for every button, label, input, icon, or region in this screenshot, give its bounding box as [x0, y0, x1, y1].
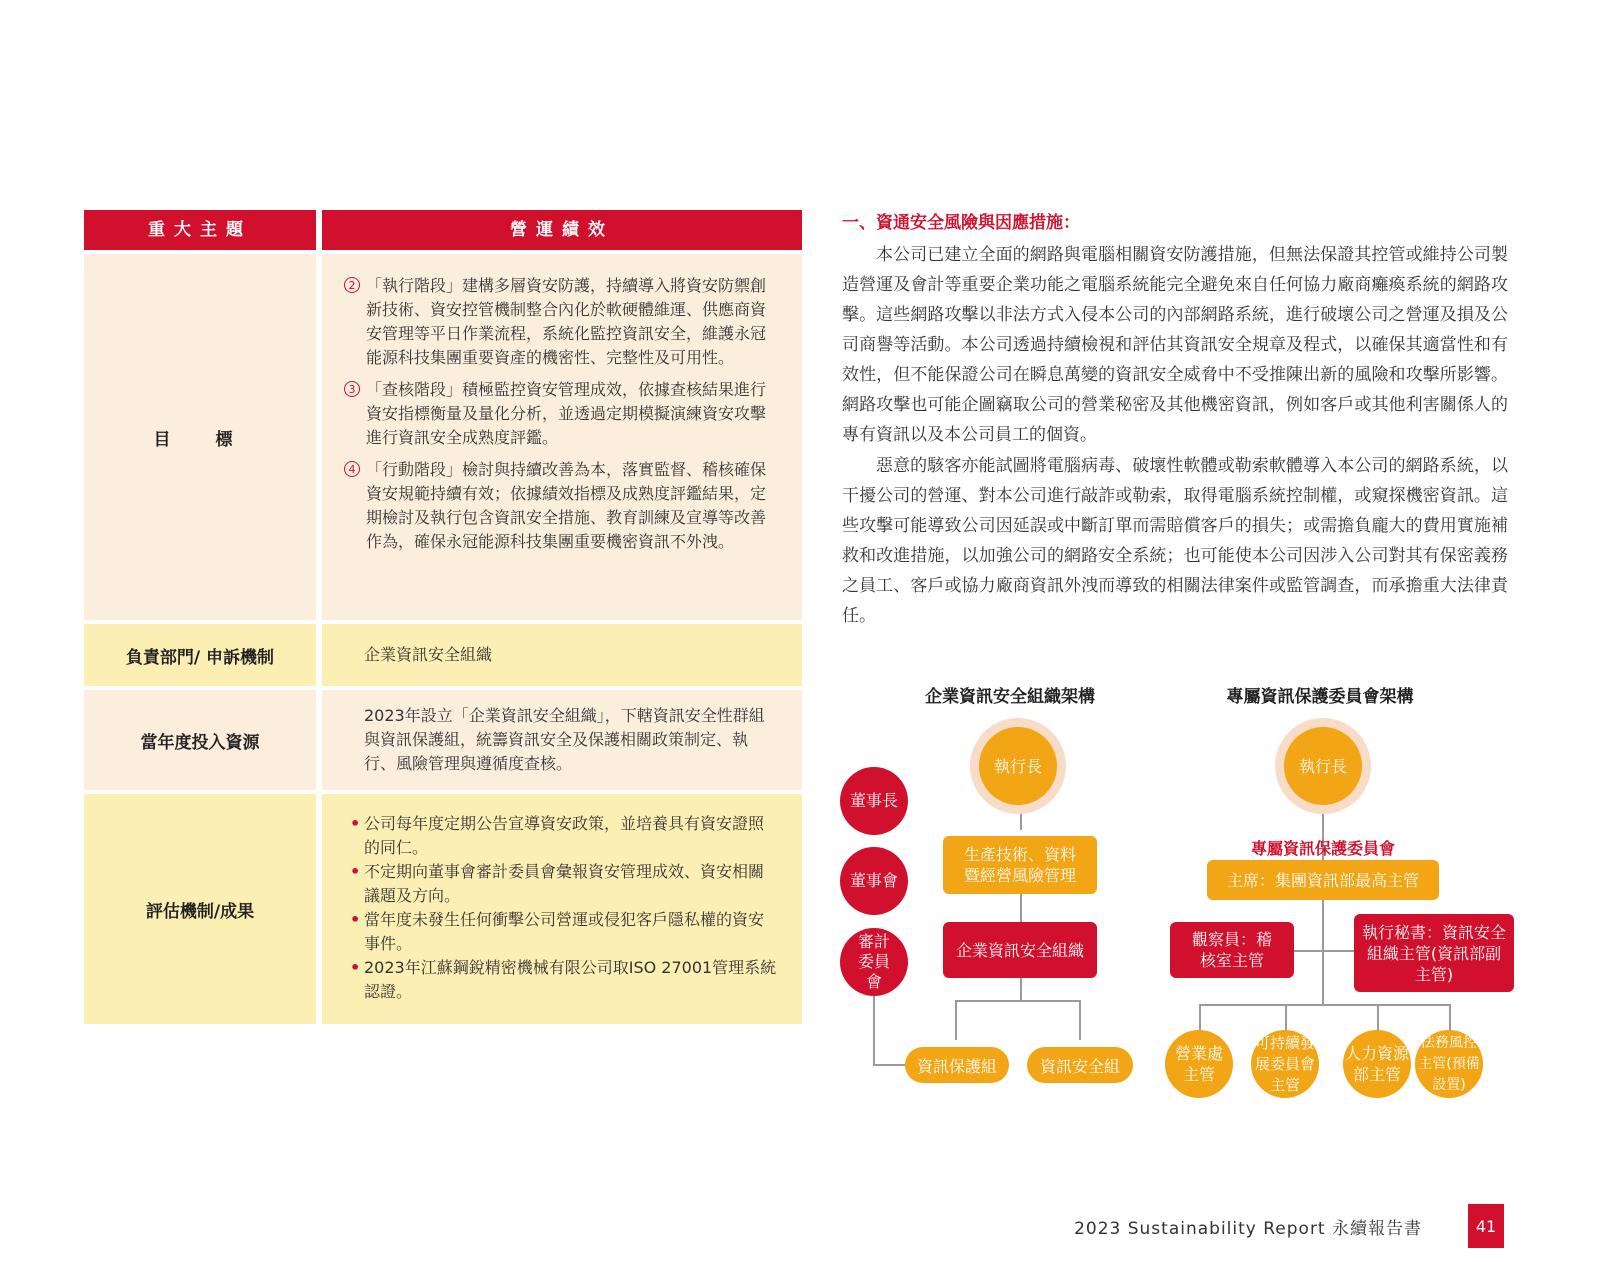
dept-text: 企業資訊安全組織: [364, 645, 493, 664]
audit-committee-node: 審計委員會: [840, 928, 908, 996]
bullet-text: 公司每年度定期公告宣導資安政策，並培養具有資安證照的同仁。: [364, 814, 765, 857]
chairman-node: 董事長: [840, 767, 908, 835]
org2-title: 專屬資訊保護委員會架構: [1226, 687, 1414, 707]
board-node: 董事會: [840, 847, 908, 915]
stage-text: 「查核階段」積極監控資安管理成效，依據查核結果進行資安指標衡量及量化分析，並透過定期模擬演練資安攻擊進行資訊安全成熟度評鑑。: [366, 380, 767, 447]
stage-number: 4: [344, 461, 360, 477]
stage-text: 「行動階段」檢討與持續改善為本，落實監督、稽核確保資安規範持續有效；依據績效指標及成熟度評鑑結果，定期檢討及執行包含資訊安全措施、教育訓練及宣導等改善作為，確保永冠能源科技集團重要機密資訊不外洩。: [366, 460, 767, 551]
connector: [955, 1000, 1081, 1002]
connector: [873, 990, 875, 1066]
table-header-topic: 重大主題: [84, 210, 316, 250]
section-title: 一、資通安全風險與因應措施：: [842, 213, 1080, 233]
row-label-dept: 負責部門/ 申訴機制: [84, 624, 316, 686]
row-content-resource: [322, 690, 802, 790]
paragraph-2: 惡意的駭客亦能試圖將電腦病毒、破壞性軟體或勒索軟體導入本公司的網路系統，以干擾公司的營運、對本公司進行敲詐或勒索，取得電腦系統控制權，或窺探機密資訊。這些攻擊可能導致公司因延誤或中斷訂單而需賠償客戶的損失；或需擔負龐大的費用實施補救和改進措施，以加強公司的網路安全系統；也可能使本公司因涉入公司對其有保密義務之員工、客戶或協力廠商資訊外洩而導致的相關法律案件或監管調查，而承擔重大法律責任。: [842, 456, 1508, 626]
mgmt-node: 生產技術、資料暨經營風險管理: [943, 836, 1097, 894]
footer-report-title: 2023 Sustainability Report 永續報告書: [1074, 1219, 1422, 1239]
connector: [1020, 894, 1022, 922]
info-security-group-node: 資訊安全組: [1027, 1047, 1133, 1083]
org1-title: 企業資訊安全組織架構: [925, 687, 1095, 707]
row-content-goal: [322, 254, 802, 620]
page-number: 41: [1468, 1204, 1504, 1248]
connector: [955, 1000, 957, 1040]
stage-number: 2: [344, 277, 360, 293]
bullet-text: 2023年江蘇鋼銳精密機械有限公司取ISO 27001管理系統認證。: [364, 958, 777, 1001]
list-item: • 不定期向董事會審計委員會彙報資安管理成效、資安相關議題及方向。: [350, 862, 765, 905]
connector: [1020, 978, 1022, 1000]
stage-item: [344, 378, 776, 450]
committee-label: 專屬資訊保護委員會: [1250, 839, 1395, 858]
connector: [1322, 900, 1324, 1006]
connector: [1294, 950, 1354, 952]
member-node-legal: 法務風控主管(預備設置): [1415, 1030, 1483, 1098]
stage-item: [344, 274, 776, 370]
org2-ceo-node: 執行長: [1284, 727, 1362, 805]
member-node-sustainability: 可持續發展委員會主管: [1251, 1030, 1319, 1098]
bullet-text: 不定期向董事會審計委員會彙報資安管理成效、資安相關議題及方向。: [364, 862, 765, 905]
connector: [1199, 1004, 1451, 1006]
member-node-hr: 人力資源部主管: [1343, 1030, 1411, 1098]
secretary-node: 執行秘書：資訊安全組織主管(資訊部副主管): [1354, 914, 1514, 992]
list-item: • 2023年江蘇鋼銳精密機械有限公司取ISO 27001管理系統認證。: [350, 958, 777, 1001]
row-content-dept: [322, 624, 802, 686]
observer-node: 觀察員：稽核室主管: [1170, 922, 1294, 978]
chair-node: 主席：集團資訊部最高主管: [1207, 860, 1439, 900]
row-label-resource: 當年度投入資源: [84, 690, 316, 790]
row-label-goal: 目 標: [84, 254, 316, 620]
connector: [1199, 1004, 1201, 1030]
row-label-eval: 評估機制/成果: [84, 794, 316, 1024]
stage-item: [344, 458, 776, 554]
paragraph-1: 本公司已建立全面的網路與電腦相關資安防護措施，但無法保證其控管或維持公司製造營運及會計等重要企業功能之電腦系統能完全避免來自任何協力廠商癱瘓系統的網路攻擊。這些網路攻擊以非法方式入侵本公司的內部網路系統，進行破壞公司之營運及損及公司商譽等活動。本公司透過持續檢視和評估其資訊安全規章及程式，以確保其適當性和有效性，但不能保證公司在瞬息萬變的資訊安全威脅中不受推陳出新的風險和攻擊所影響。網路攻擊也可能企圖竊取公司的營業秘密及其他機密資訊，例如客戶或其他利害關係人的專有資訊以及本公司員工的個資。: [842, 245, 1508, 445]
stage-number: 3: [344, 381, 360, 397]
org1-ceo-node: 執行長: [979, 727, 1057, 805]
info-protection-group-node: 資訊保護組: [905, 1047, 1009, 1083]
resource-text: 2023年設立「企業資訊安全組織」，下轄資訊安全性群組與資訊保護組，統籌資訊安全及保護相關政策制定、執行、風險管理與遵循度查核。: [364, 706, 765, 773]
connector: [1285, 1004, 1287, 1030]
list-item: • 當年度未發生任何衝擊公司營運或侵犯客戶隱私權的資安事件。: [350, 910, 765, 953]
table-header-performance: 營運績效: [322, 210, 802, 250]
connector: [1449, 1004, 1451, 1030]
connector: [1377, 1004, 1379, 1030]
stage-text: 「執行階段」建構多層資安防護，持續導入將資安防禦創新技術、資安控管機制整合內化於軟硬體維運、供應商資安管理等平日作業流程，系統化監控資訊安全，維護永冠能源科技集團重要資產的機密性、完整性及可用性。: [366, 276, 767, 367]
stage-list: [344, 274, 776, 562]
row-content-eval: [322, 794, 802, 1024]
connector: [873, 1064, 905, 1066]
list-item: • 公司每年度定期公告宣導資安政策，並培養具有資安證照的同仁。: [350, 814, 765, 857]
bullet-text: 當年度未發生任何衝擊公司營運或侵犯客戶隱私權的資安事件。: [364, 910, 765, 953]
member-node-sales: 營業處主管: [1165, 1030, 1233, 1098]
connector: [1079, 1000, 1081, 1040]
security-org-node: 企業資訊安全組織: [943, 922, 1097, 978]
eval-bullets: [348, 812, 778, 1004]
